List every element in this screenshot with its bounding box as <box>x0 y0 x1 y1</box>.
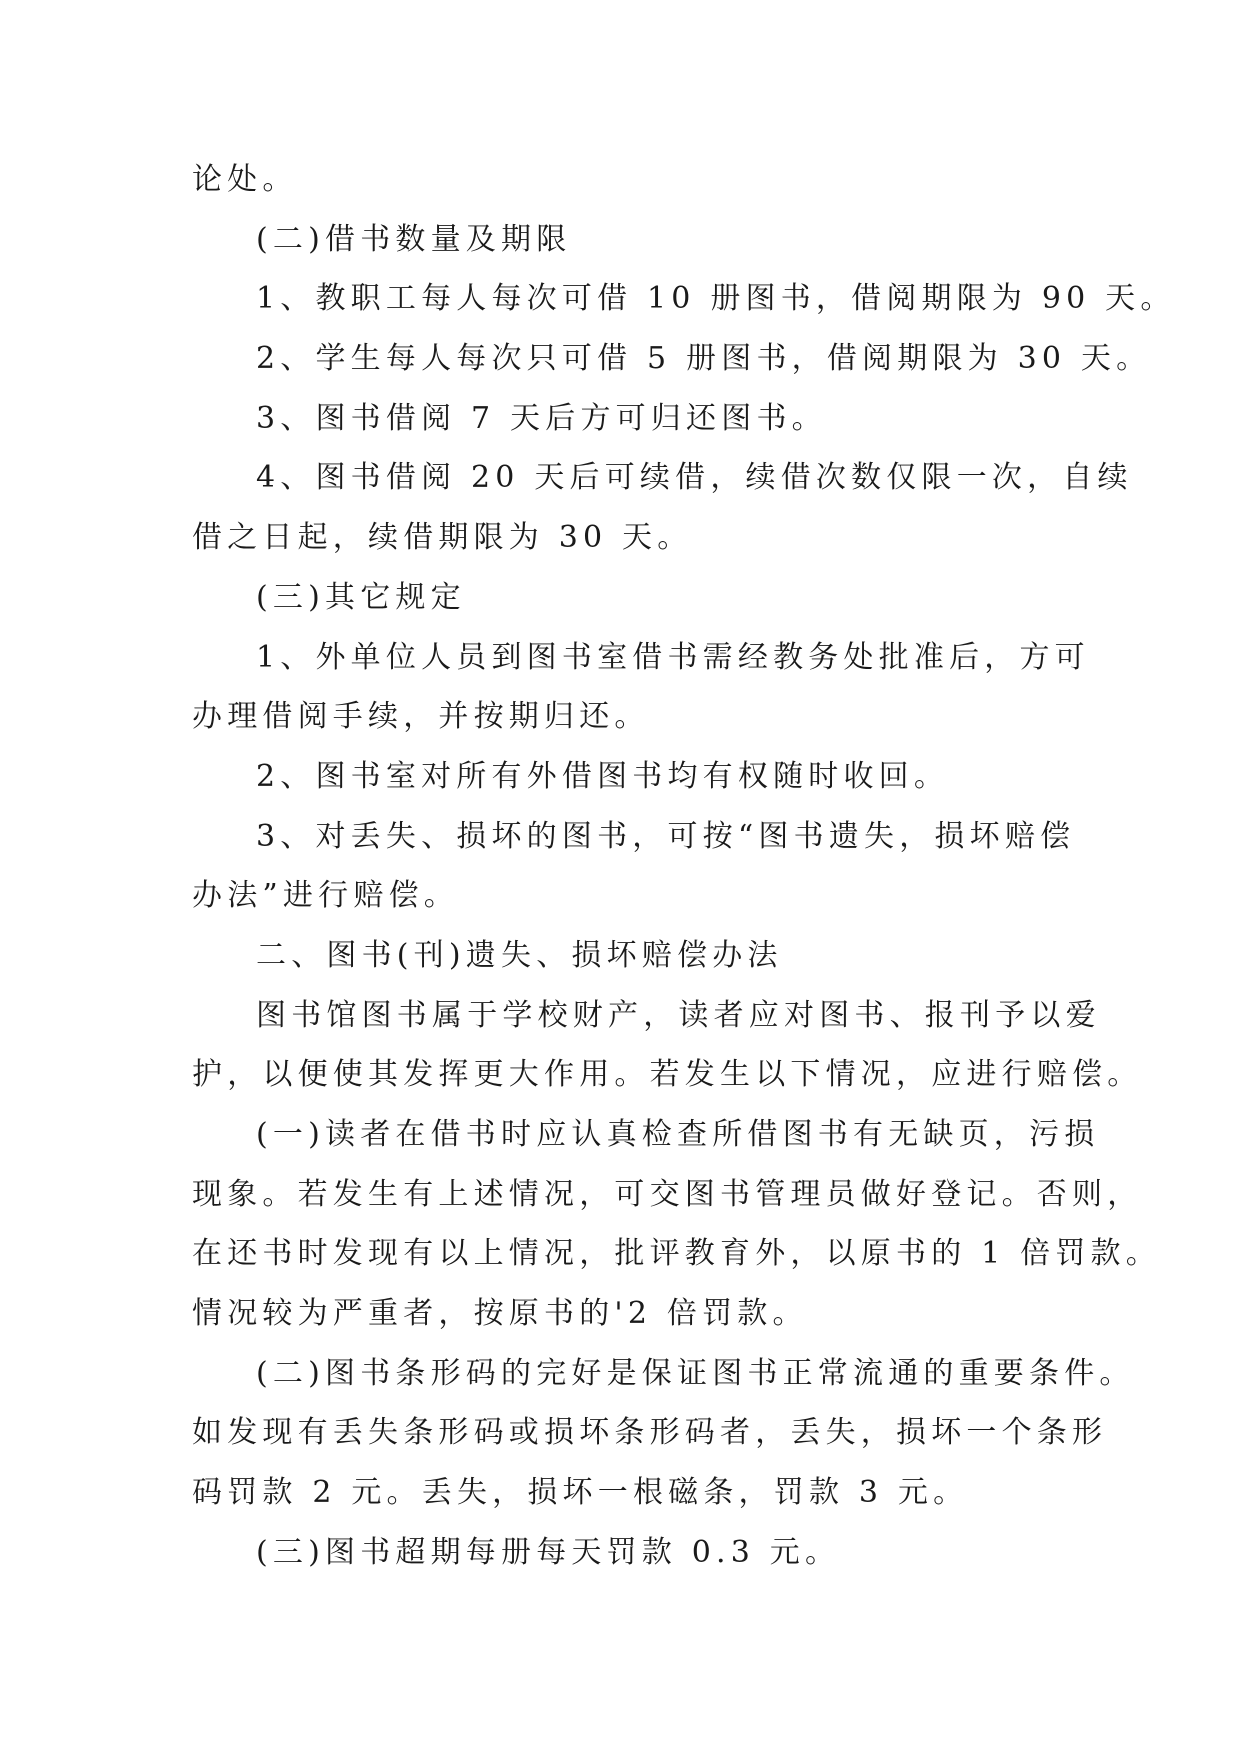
text-line: 2、图书室对所有外借图书均有权随时收回。 <box>256 758 950 794</box>
section-heading: (二)借书数量及期限 <box>256 221 572 257</box>
text-line: 论处。 <box>192 162 298 197</box>
text-line: 情况较为严重者，按原书的'2 倍罚款。 <box>192 1296 808 1332</box>
document-page <box>192 150 1176 1583</box>
text-line: 3、图书借阅 7 天后方可归还图书。 <box>256 400 827 436</box>
text-line: 现象。若发生有上述情况，可交图书管理员做好登记。否则， <box>192 1176 1143 1212</box>
text-line: 4、图书借阅 20 天后可续借，续借次数仅限一次，自续 <box>256 460 1133 496</box>
text-line: 办法”进行赔偿。 <box>192 878 459 914</box>
text-line: 3、对丢失、损坏的图书，可按“图书遗失，损坏赔偿 <box>256 818 1076 854</box>
text-line: 护，以便使其发挥更大作用。若发生以下情况，应进行赔偿。 <box>192 1057 1143 1093</box>
text-line: (一)读者在借书时应认真检查所借图书有无缺页，污损 <box>256 1117 1100 1152</box>
text-line: 如发现有丢失条形码或损坏条形码者，丢失，损坏一个条形 <box>192 1415 1108 1451</box>
text-line: 在还书时发现有以上情况，批评教育外，以原书的 1 倍罚款。 <box>192 1236 1161 1272</box>
text-line: 图书馆图书属于学校财产，读者应对图书、报刊予以爱 <box>256 997 1101 1033</box>
text-line: 2、学生每人每次只可借 5 册图书，借阅期限为 30 天。 <box>256 341 1152 377</box>
text-line: 借之日起，续借期限为 30 天。 <box>192 520 693 556</box>
text-line: 1、教职工每人每次可借 10 册图书，借阅期限为 90 天。 <box>256 281 1176 317</box>
text-line: 办理借阅手续，并按期归还。 <box>192 699 650 735</box>
text-line: (二)图书条形码的完好是保证图书正常流通的重要条件。 <box>256 1355 1135 1391</box>
text-line: 1、外单位人员到图书室借书需经教务处批准后，方可 <box>256 639 1090 675</box>
text-line: 码罚款 2 元。丢失，损坏一根磁条，罚款 3 元。 <box>192 1475 969 1511</box>
section-heading: 二、图书(刊)遗失、损坏赔偿办法 <box>256 937 783 973</box>
text-line: (三)图书超期每册每天罚款 0.3 元。 <box>256 1534 841 1570</box>
section-heading: (三)其它规定 <box>256 579 466 615</box>
